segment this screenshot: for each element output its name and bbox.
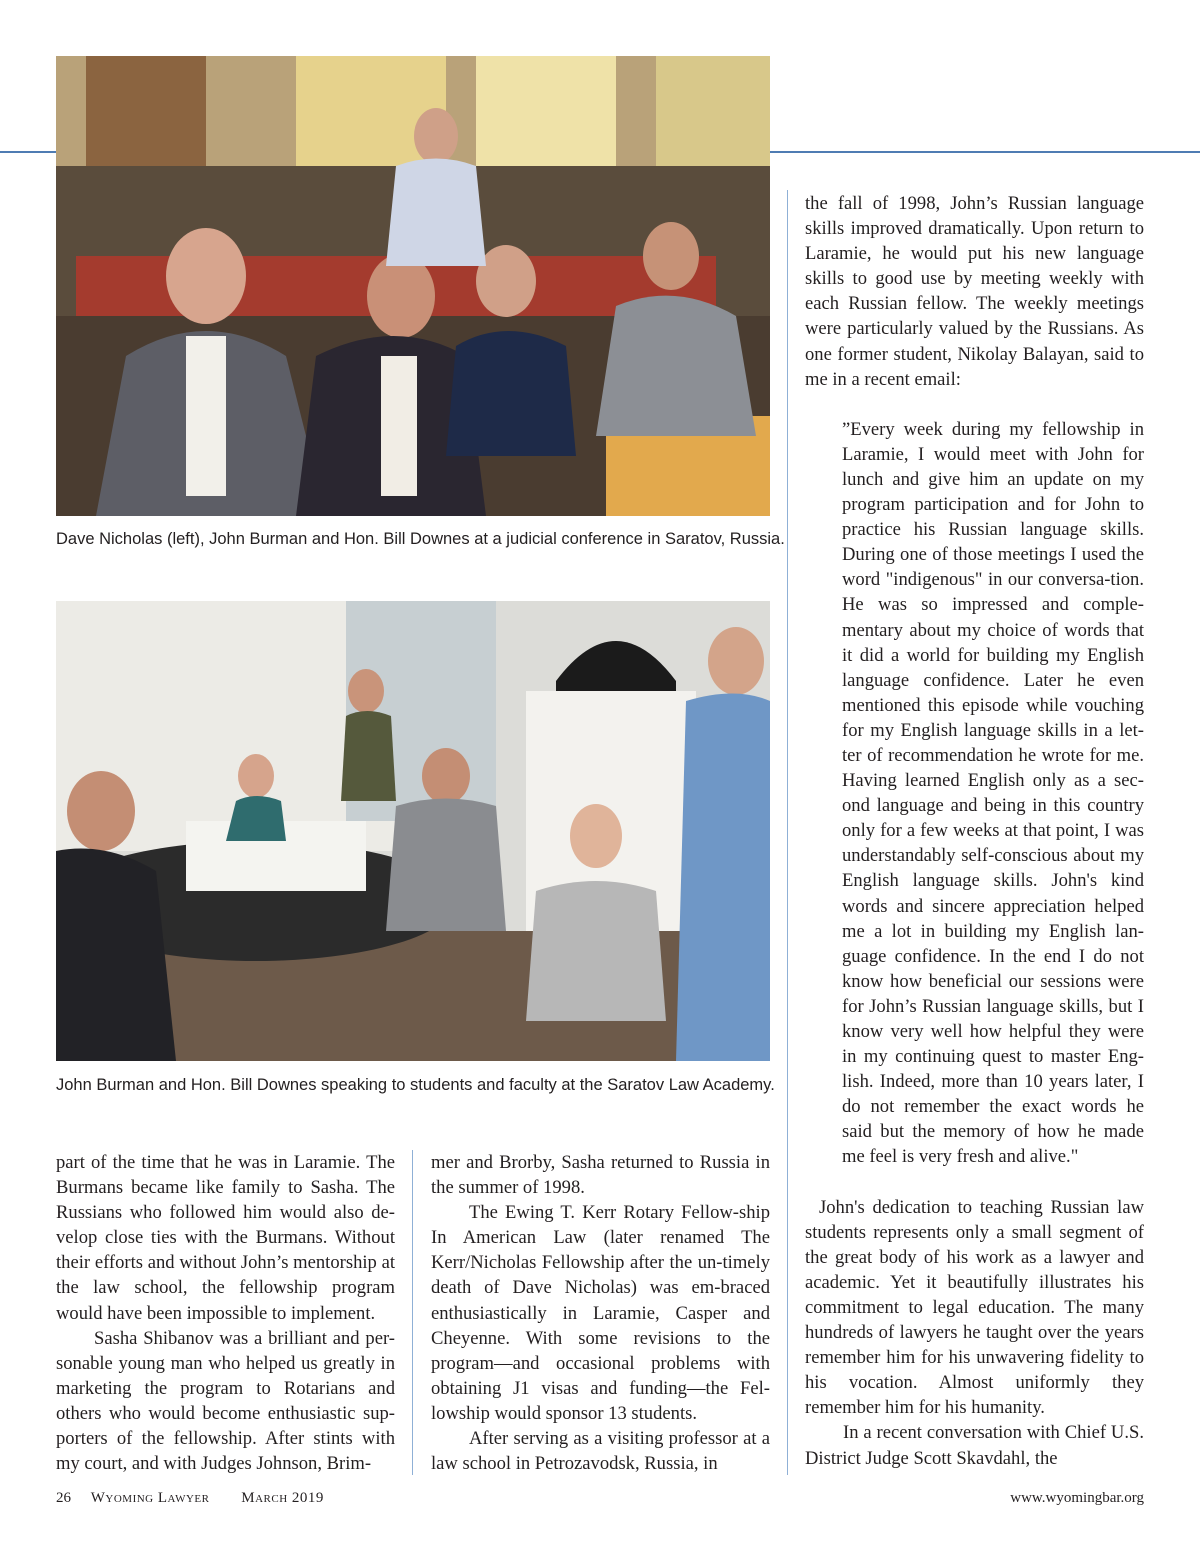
column-divider-right <box>787 190 788 1475</box>
issue-date: March 2019 <box>241 1490 324 1506</box>
publication-name: Wyoming Lawyer <box>90 1490 210 1506</box>
paragraph: After serving as a visiting professor at a law school in Petrozavodsk, Russia, in <box>431 1428 770 1475</box>
paragraph: In a recent conversation with Chief U.S. District Judge Scott Skavdahl, the <box>805 1422 1144 1469</box>
page-number: 26 <box>56 1490 71 1506</box>
academy-photo <box>56 601 770 1061</box>
text-column-right <box>805 191 1144 1471</box>
text-column-middle <box>431 1150 770 1476</box>
photo-caption: Dave Nicholas (left), John Burman and Hon. Bill Downes at a judicial conference in Saratov, Russia. <box>56 530 785 548</box>
conference-photo <box>56 56 770 516</box>
email-quote: ”Every week during my fellowship in Laramie, I would meet with John for lunch and give him an update on my program participation and for John to practice his Russian language skills. During one of those meetings I used the word "indigenous" in our conversa-tion. He was so impressed and comple-mentary about my choice of words that it did a world for building my English language confidence. Later he even mentioned this episode while vouching for my English language skills in a let-ter of recommendation he wrote for me. Having learned English only as a sec-ond language and being in this country only for a few weeks at that point, I was understandably self-conscious about my English language skills. John's kind words and sincere appreciation helped me a lot in building my English lan-guage confidence. In the end I do not know how beneficial our sessions were for John’s Russian language skills, but I know very well how helpful they were in my continuing quest to master Eng-lish. Indeed, more than 10 years later, I do not remember the exact words he said but the memory of how he made me feel is very fresh and alive." <box>842 418 1144 1168</box>
website-link[interactable]: www.wyomingbar.org <box>1010 1490 1144 1506</box>
paragraph: John's dedication to teaching Russian law students represents only a small segment of the great body of his work as a lawyer and academic. Yet it beautifully illustrates his commitment to legal education. The many hundreds of lawyers he taught over the years remember him for his unwavering fidelity to his vocation. Almost uniformly they remember him for his humanity. <box>805 1196 1144 1419</box>
photo-caption: John Burman and Hon. Bill Downes speaking to students and faculty at the Saratov Law Academy. <box>56 1076 775 1094</box>
paragraph: Sasha Shibanov was a brilliant and per-sonable young man who helped us greatly in marketing the program to Rotarians and others who would become enthusiastic sup-porters of the fellowship. After stints with my court, and with Judges Johnson, Brim- <box>56 1327 395 1475</box>
paragraph: mer and Brorby, Sasha returned to Russia in the summer of 1998. <box>431 1152 770 1199</box>
header-rule-right <box>770 151 1200 153</box>
paragraph: the fall of 1998, John’s Russian language skills improved dramatically. Upon return to Laramie, he would put his new language skills to good use by meeting weekly with each Russian fellow. The weekly meetings were particularly valued by the Russians. As one former student, Nikolay Balayan, said to me in a recent email: <box>805 193 1144 390</box>
paragraph: The Ewing T. Kerr Rotary Fellow-ship In American Law (later renamed The Kerr/Nicholas Fellowship after the un-timely death of Dave Nicholas) was em-braced enthusiastically in Laramie, Casper and Cheyenne. With some revisions to the program—and occasional problems with obtaining J1 visas and funding—the Fel-lowship would sponsor 13 students. <box>431 1202 770 1424</box>
column-divider-left <box>412 1150 413 1475</box>
page-footer <box>56 1490 324 1507</box>
header-rule-left <box>0 151 56 153</box>
paragraph: part of the time that he was in Laramie. The Burmans became like family to Sasha. The Russians who followed him would also de-velop close ties with the Burmans. Without their efforts and without John’s mentorship at the law school, the fellowship program would have been impossible to implement. <box>56 1152 395 1324</box>
text-column-left <box>56 1150 395 1476</box>
